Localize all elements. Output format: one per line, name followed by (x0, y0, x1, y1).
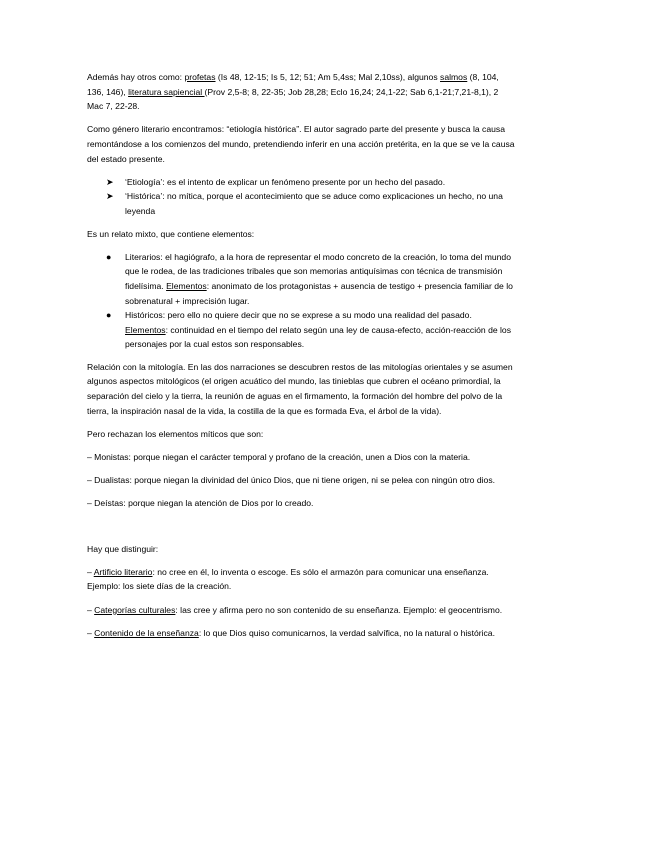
list-item (87, 189, 515, 218)
text: – (87, 566, 94, 577)
bullet-icon: ● (106, 251, 112, 262)
list-item-text: Históricos: pero ello no quiere decir que no se exprese a su modo una realidad del pasado. (125, 310, 472, 321)
paragraph-categorias (87, 603, 515, 618)
arrow-bullet-icon: ➤ (106, 176, 114, 187)
underlined-term-elementos: Elementos (125, 324, 166, 335)
underlined-term-contenido-ensenanza: Contenido de la enseñanza (94, 627, 199, 638)
underlined-term-salmos: salmos (440, 72, 468, 82)
underlined-term-literatura-sapiencial: literatura sapiencial (128, 86, 205, 97)
paragraph-contenido (87, 626, 515, 641)
paragraph-literary-genre: Como género literario encontramos: “etiología histórica”. El autor sagrado parte del presente y busca la causa remontándose a los comienzos del mundo, pretendiendo inferir en una acción pretérita, en la que se ve la causa del estado presente. (87, 124, 515, 164)
text: – (87, 627, 95, 638)
list-item (87, 250, 515, 308)
paragraph-distinguish: Hay que distinguir: (87, 543, 159, 554)
bullet-icon: ● (106, 310, 112, 321)
list-item (87, 308, 515, 352)
paragraph-mythology: Relación con la mitología. En las dos narraciones se descubren restos de las mitologías orientales y se asumen algunos aspectos mitológicos (el origen acuático del mundo, las tinieblas que cubren el océano primordial, la separación del cielo y la tierra, la reunión de aguas en el firmamento, la formación del hombre del polvo de la tierra, la inspiración nasal de la vida, la costilla de la que es formada Eva, el árbol de la vida). (87, 361, 513, 416)
list-item-text: : anonimato de los protagonistas + ausencia de testigo + presencia familiar de lo sobrenatural + imprecisión lugar. (125, 280, 513, 306)
underlined-term-elementos: Elementos (166, 280, 207, 291)
bullet-list (87, 250, 515, 352)
list-item-text: ‘Histórica’: no mítica, porque el acontecimiento que se aduce como explicaciones un hecho, no una leyenda (125, 191, 503, 216)
text: (Is 48, 12-15; Is 5, 12; 51; Am 5,4ss; Mal 2,10ss), algunos (215, 72, 441, 82)
list-item-text: ‘Etiología’: es el intento de explicar un fenómeno presente por un hecho del pasado. (125, 176, 446, 187)
underlined-term-profetas: profetas (184, 72, 216, 82)
text: (Prov 2,5-8; 8, 22-35; Job 28,28; Eclo 16,24; 24,1-22; Sab 6,1-21;7,21-8,1), 2 Mac 7, 22-28. (87, 86, 499, 112)
text: – (87, 604, 95, 615)
paragraph-mixed-account: Es un relato mixto, que contiene elementos: (87, 228, 255, 239)
text: : lo que Dios quiso comunicarnos, la verdad salvífica, no la natural o histórica. (198, 627, 495, 638)
paragraph-reject-mythic: Pero rechazan los elementos míticos que son: (87, 428, 264, 439)
text: : las cree y afirma pero no son contenido de su enseñanza. Ejemplo: el geocentrismo. (175, 604, 503, 615)
text: (8, 104, 136, 146), (87, 72, 499, 97)
paragraph-dualistas: – Dualistas: porque niegan la divinidad del único Dios, que ni tiene origen, ni se pelea con ningún otro dios. (87, 475, 495, 486)
list-item (87, 175, 515, 190)
list-item-text: : continuidad en el tiempo del relato según una ley de causa-efecto, acción-reacción de los personajes por la cual estos son responsables. (125, 324, 512, 350)
text: : no cree en él, lo inventa o escoge. Es sólo el armazón para comunicar una enseñanza. Ejemplo: los siete días de la creación. (87, 566, 489, 592)
underlined-term-artificio-literario: Artificio literario (93, 566, 153, 577)
document-body (87, 70, 515, 649)
paragraph-deistas: – Deístas: porque niegan la atención de Dios por lo creado. (87, 498, 314, 509)
text: Además hay otros como: (87, 72, 185, 82)
arrow-bullet-icon: ➤ (106, 191, 114, 202)
paragraph-other-books (87, 70, 515, 114)
spacer (87, 520, 515, 542)
arrow-list (87, 175, 515, 219)
paragraph-monistas: – Monistas: porque niegan el carácter temporal y profano de la creación, unen a Dios con la materia. (87, 452, 471, 463)
underlined-term-categorias-culturales: Categorías culturales (94, 604, 176, 615)
list-item-text: Literarios: el hagiógrafo, a la hora de representar el modo concreto de la creación, lo toma del mundo que le rodea, de las tradiciones tribales que son memorias antiquísimas con técnica de transmisión fidelísima. (125, 251, 511, 291)
paragraph-artificio (87, 565, 515, 594)
